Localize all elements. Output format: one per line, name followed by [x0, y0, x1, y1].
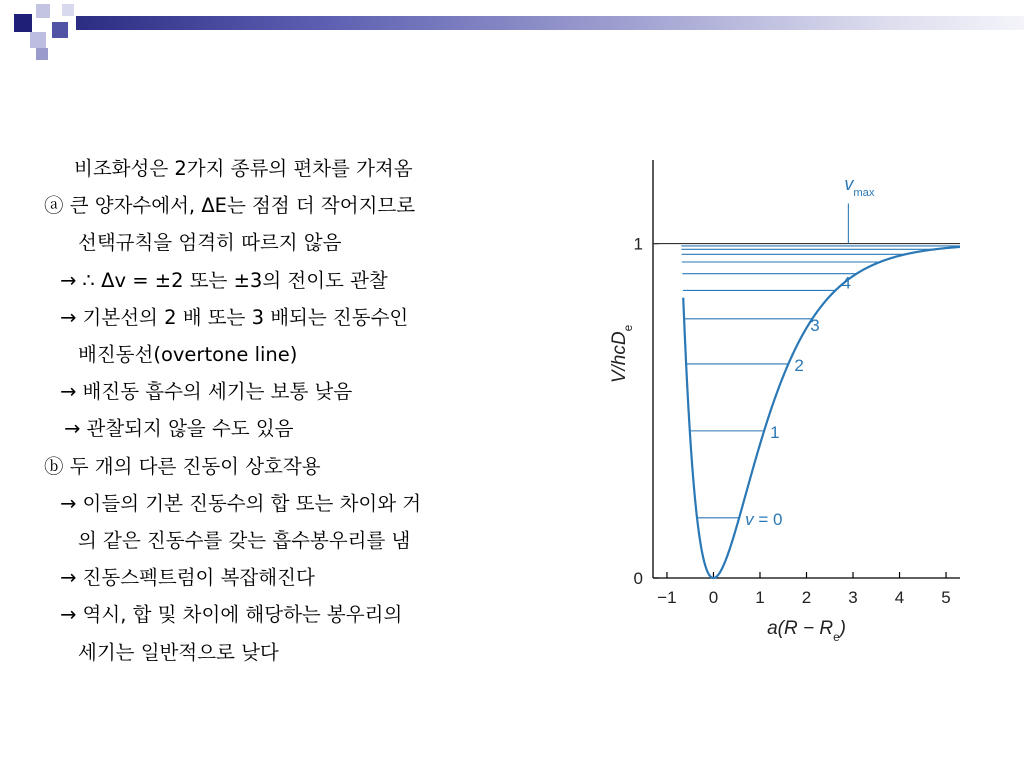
x-tick-label: −1 [657, 588, 677, 607]
text-line: 세기는 일반적으로 낮다 [78, 640, 279, 664]
deco-square [30, 32, 46, 48]
y-tick-label: 0 [633, 569, 643, 588]
level-label: v = 0 [745, 509, 783, 529]
text-line: 의 같은 진동수를 갖는 흡수봉우리를 냄 [78, 529, 411, 553]
x-tick-label: 0 [708, 588, 719, 607]
deco-square [14, 14, 32, 32]
text-line: → 역시, 합 및 차이에 해당하는 봉우리의 [60, 603, 403, 627]
x-tick-label: 1 [755, 588, 765, 607]
level-label: 2 [794, 355, 804, 375]
x-tick-label: 5 [941, 588, 951, 607]
text-line: ⓐ 큰 양자수에서, ΔE는 점점 더 작어지므로 [44, 194, 416, 218]
text-line: → ∴ Δv = ±2 또는 ±3의 전이도 관찰 [60, 268, 388, 292]
deco-square [36, 4, 50, 18]
morse-potential-figure [600, 150, 1024, 650]
text-line: → 이들의 기본 진동수의 합 또는 차이와 거 [60, 491, 422, 515]
text-line: 배진동선(overtone line) [78, 343, 298, 367]
level-label: 3 [810, 315, 820, 335]
level-label: 1 [770, 422, 780, 442]
text-line: 비조화성은 2가지 종류의 편차를 가져옴 [74, 157, 413, 180]
chart-svg [600, 150, 1024, 650]
y-axis-label: V/hcD$_e$ [609, 324, 635, 384]
text-line: → 배진동 흡수의 세기는 보통 낮음 [60, 380, 353, 404]
header-decoration [0, 0, 80, 64]
text-line: → 진동스펙트럼이 복잡해진다 [60, 566, 315, 590]
x-tick-label: 4 [894, 588, 905, 607]
deco-square [62, 4, 74, 16]
x-tick-label: 3 [848, 588, 858, 607]
text-line: → 관찰되지 않을 수도 있음 [64, 417, 294, 441]
vmax-label: $v_{max}$ [844, 174, 875, 200]
slide-body [44, 150, 564, 671]
x-axis-label: $a(R - R_e)$ [767, 618, 846, 644]
text-line: 선택규칙을 엄격히 따르지 않음 [78, 231, 342, 255]
text-line: ⓑ 두 개의 다른 진동이 상호작용 [44, 454, 321, 478]
deco-square [52, 22, 68, 38]
x-tick-label: 2 [801, 588, 812, 607]
header-gradient-bar [76, 16, 1024, 30]
level-label: 4 [841, 273, 851, 293]
deco-square [36, 48, 48, 60]
morse-curve [683, 247, 960, 578]
text-line: → 기본선의 2 배 또는 3 배되는 진동수인 [60, 305, 409, 329]
y-tick-label: 1 [633, 234, 643, 254]
